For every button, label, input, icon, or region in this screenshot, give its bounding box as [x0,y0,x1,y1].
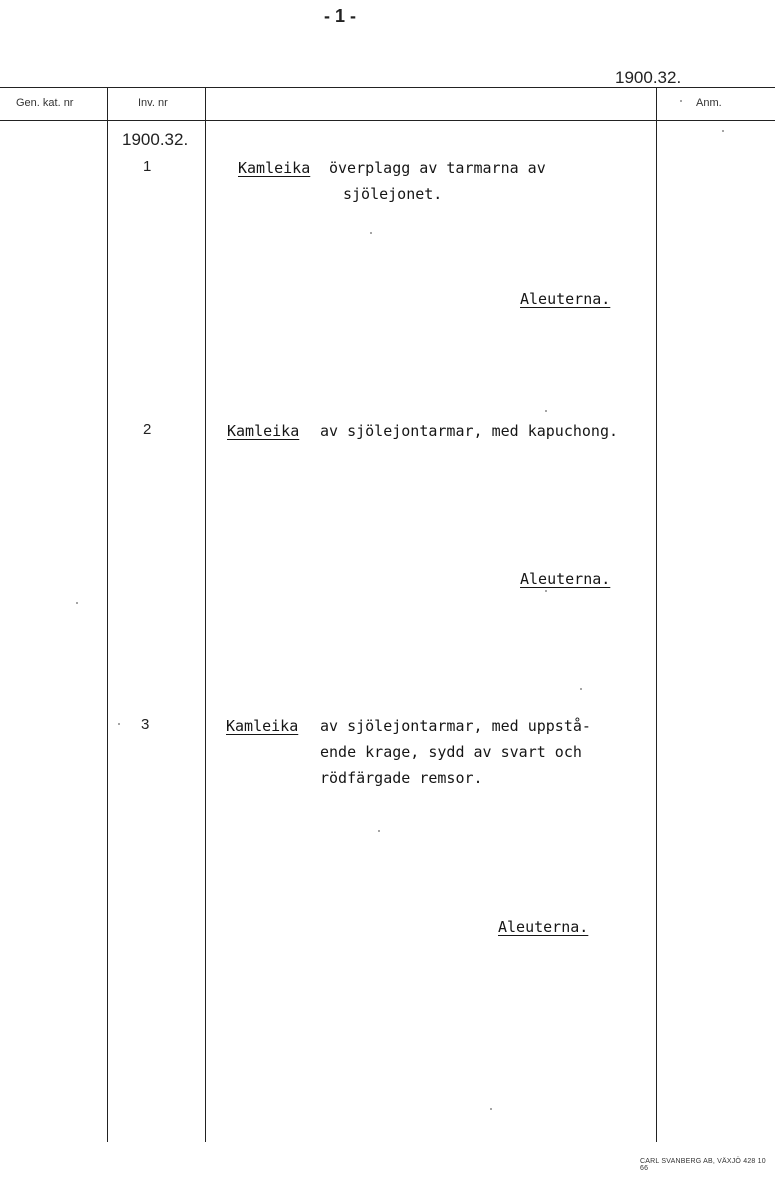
scan-speck [545,590,547,592]
page-number: - 1 - [323,6,356,26]
object-description: överplagg av tarmarna av [329,159,546,177]
entry-reference: 1900.32. [122,130,189,149]
column-header-inv: Inv. nr [138,97,168,109]
scan-speck [680,100,682,102]
origin-label: Aleuterna. [498,918,589,936]
scan-speck [370,232,372,234]
object-term: Kamleika [226,717,299,735]
origin-label: Aleuterna. [520,290,611,308]
origin-label: Aleuterna. [520,570,611,588]
object-description: av sjölejontarmar, med uppstå- [320,717,591,735]
object-description: rödfärgade remsor. [320,769,483,787]
column-divider-desc-anm [656,87,657,1142]
top-reference: 1900.32. [615,68,682,87]
scan-speck [545,410,547,412]
scan-speck [580,688,582,690]
scan-speck [118,723,120,725]
scan-speck [722,130,724,132]
column-divider-gen-inv [107,87,108,1142]
inventory-number: 1 [143,158,152,175]
column-header-anm: Anm. [696,97,722,109]
object-term: Kamleika [238,159,311,177]
object-term: Kamleika [227,422,300,440]
scan-speck [490,1108,492,1110]
inventory-number: 2 [143,421,152,438]
object-description: ende krage, sydd av svart och [320,743,582,761]
header-bottom-rule [0,120,775,121]
scan-speck [76,602,78,604]
column-header-gen-kat: Gen. kat. nr [16,97,74,109]
scan-speck [378,830,380,832]
printer-imprint: CARL SVANBERG AB, VÄXJÖ 428 10 66 [640,1158,766,1172]
object-description: av sjölejontarmar, med kapuchong. [320,422,619,440]
inventory-number: 3 [141,716,150,733]
column-divider-inv-desc [205,87,206,1142]
header-top-rule [0,87,775,88]
object-description: sjölejonet. [343,185,443,203]
